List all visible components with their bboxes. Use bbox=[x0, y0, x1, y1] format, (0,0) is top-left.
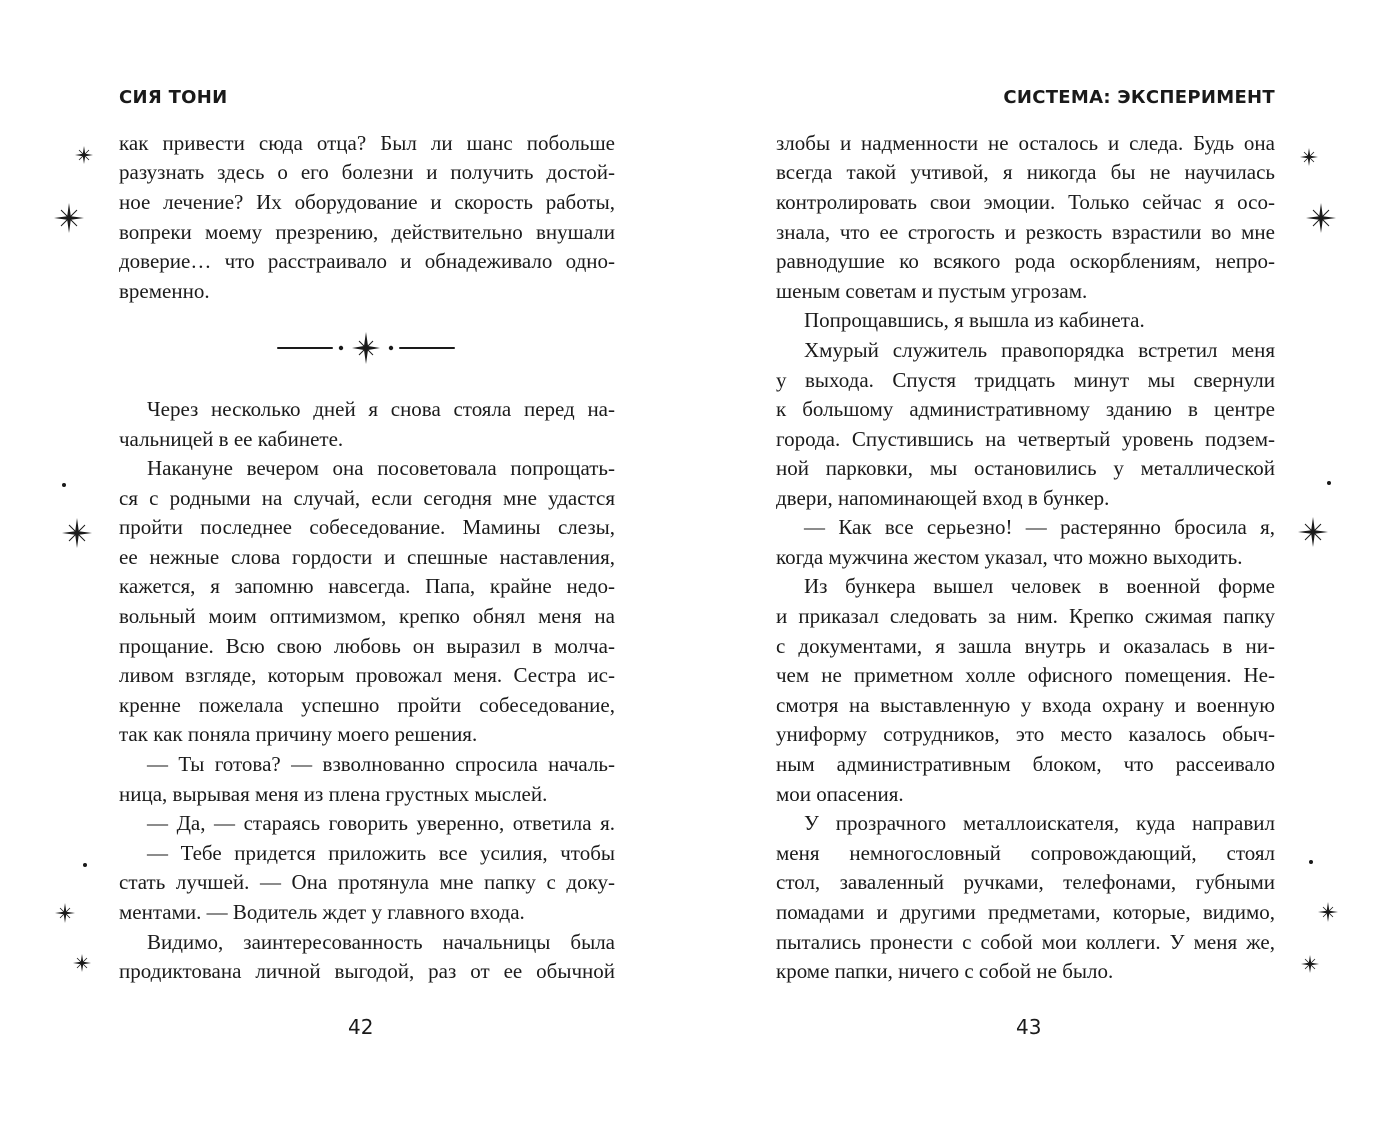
text-line: знала, что ее строгость и резкость взрастили во мне bbox=[776, 220, 1275, 244]
text-line: контролировать свои эмоции. Только сейчас я осо- bbox=[776, 190, 1275, 214]
text-line: ное лечение? Их оборудование и скорость работы, bbox=[119, 190, 615, 214]
text-line: помадами и другими предметами, которые, видимо, bbox=[776, 900, 1275, 924]
sparkle-star-icon bbox=[61, 517, 93, 549]
text-line: города. Спустившись на четвертый уровень подзем- bbox=[776, 427, 1275, 451]
sparkle-star-icon bbox=[54, 902, 76, 924]
running-head-author: СИЯ ТОНИ bbox=[119, 87, 228, 108]
sparkle-star-icon bbox=[1297, 516, 1329, 548]
text-line: так как поняла причину моего решения. bbox=[119, 722, 478, 746]
sparkle-star-icon bbox=[72, 953, 92, 973]
text-line: с документами, я зашла внутрь и оказалась в ни- bbox=[776, 634, 1275, 658]
text-line: к большому административному зданию в центре bbox=[776, 397, 1275, 421]
text-line: Накануне вечером она посоветовала попрощать- bbox=[147, 456, 615, 480]
text-line: ным административным блоком, что рассеивало bbox=[776, 752, 1275, 776]
text-line: Из бункера вышел человек в военной форме bbox=[804, 574, 1275, 598]
sparkle-star-icon bbox=[1299, 147, 1319, 167]
section-divider-ornament bbox=[274, 330, 458, 366]
page-number: 42 bbox=[348, 1015, 374, 1039]
text-line: меня немногословный сопровождающий, стоял bbox=[776, 841, 1275, 865]
text-line: Попрощавшись, я вышла из кабинета. bbox=[804, 308, 1145, 332]
running-head-title: СИСТЕМА: ЭКСПЕРИМЕНТ bbox=[1003, 87, 1275, 108]
left-page bbox=[0, 0, 696, 1125]
text-line: продиктована личной выгодой, раз от ее обычной bbox=[119, 959, 615, 983]
dot-ornament bbox=[1325, 479, 1333, 487]
text-line: шеным советам и пустым угрозам. bbox=[776, 279, 1088, 303]
text-line: — Тебе придется приложить все усилия, чтобы bbox=[147, 841, 615, 865]
text-line: ся с родными на случай, если сегодня мне удастся bbox=[119, 486, 615, 510]
sparkle-star-icon bbox=[74, 145, 94, 165]
text-line: злобы и надменности не осталось и следа. Будь она bbox=[776, 131, 1275, 155]
text-line: кроме папки, ничего с собой не было. bbox=[776, 959, 1114, 983]
text-line: когда мужчина жестом указал, что можно выходить. bbox=[776, 545, 1243, 569]
text-line: ментами. — Водитель ждет у главного входа. bbox=[119, 900, 525, 924]
sparkle-star-icon bbox=[1305, 202, 1337, 234]
text-line: стать лучшей. — Она протянула мне папку с доку- bbox=[119, 870, 615, 894]
text-line: временно. bbox=[119, 279, 210, 303]
text-line: всегда такой учтивой, я никогда бы не научилась bbox=[776, 160, 1275, 184]
text-line: равнодушие ко всякого рода оскорблениям, непро- bbox=[776, 249, 1275, 273]
page-number: 43 bbox=[1016, 1015, 1042, 1039]
text-line: ее нежные слова гордости и спешные наставления, bbox=[119, 545, 615, 569]
text-line: кренне пожелала успешно пройти собеседование, bbox=[119, 693, 615, 717]
sparkle-star-icon bbox=[1300, 954, 1320, 974]
text-line: ливом взгляде, которым провожал меня. Сестра ис- bbox=[119, 663, 615, 687]
text-line: — Как все серьезно! — растерянно бросила я, bbox=[804, 515, 1275, 539]
sparkle-star-icon bbox=[1317, 901, 1339, 923]
dot-ornament bbox=[60, 481, 68, 489]
text-line: — Ты готова? — взволнованно спросила началь- bbox=[147, 752, 615, 776]
text-line: доверие… что расстраивало и обнадеживало одно- bbox=[119, 249, 615, 273]
text-line: кажется, я запомню навсегда. Папа, крайне недо- bbox=[119, 574, 615, 598]
sparkle-star-icon bbox=[53, 202, 85, 234]
text-line: двери, напоминающей вход в бункер. bbox=[776, 486, 1110, 510]
dot-ornament bbox=[81, 861, 89, 869]
text-line: Хмурый служитель правопорядка встретил меня bbox=[804, 338, 1275, 362]
text-line: вопреки моему презрению, действительно внушали bbox=[119, 220, 615, 244]
dot-ornament bbox=[1307, 858, 1315, 866]
text-line: чальницей в ее кабинете. bbox=[119, 427, 344, 451]
text-line: как привести сюда отца? Был ли шанс побольше bbox=[119, 131, 615, 155]
text-line: Видимо, заинтересованность начальницы была bbox=[147, 930, 615, 954]
text-line: вольный моим оптимизмом, крепко обнял меня на bbox=[119, 604, 615, 628]
text-line: пытались пронести с собой мои коллеги. У меня же, bbox=[776, 930, 1275, 954]
text-line: униформу сотрудников, это место казалось обыч- bbox=[776, 722, 1275, 746]
text-line: Через несколько дней я снова стояла перед на- bbox=[147, 397, 615, 421]
text-line: — Да, — стараясь говорить уверенно, ответила я. bbox=[147, 811, 615, 835]
text-line: прощание. Всю свою любовь он выразил в молча- bbox=[119, 634, 615, 658]
text-line: разузнать здесь о его болезни и получить достой- bbox=[119, 160, 615, 184]
text-line: У прозрачного металлоискателя, куда направил bbox=[804, 811, 1275, 835]
text-line: мои опасения. bbox=[776, 782, 904, 806]
text-line: ница, вырывая меня из плена грустных мыслей. bbox=[119, 782, 548, 806]
text-line: ной парковки, мы остановились у металлической bbox=[776, 456, 1275, 480]
right-page bbox=[696, 0, 1393, 1125]
text-line: чем не приметном холле офисного помещения. Не- bbox=[776, 663, 1275, 687]
text-line: и приказал следовать за ним. Крепко сжимая папку bbox=[776, 604, 1275, 628]
text-line: пройти последнее собеседование. Мамины слезы, bbox=[119, 515, 615, 539]
text-line: смотря на выставленную у входа охрану и военную bbox=[776, 693, 1275, 717]
text-line: у выхода. Спустя тридцать минут мы свернули bbox=[776, 368, 1275, 392]
text-line: стол, заваленный ручками, телефонами, губными bbox=[776, 870, 1275, 894]
